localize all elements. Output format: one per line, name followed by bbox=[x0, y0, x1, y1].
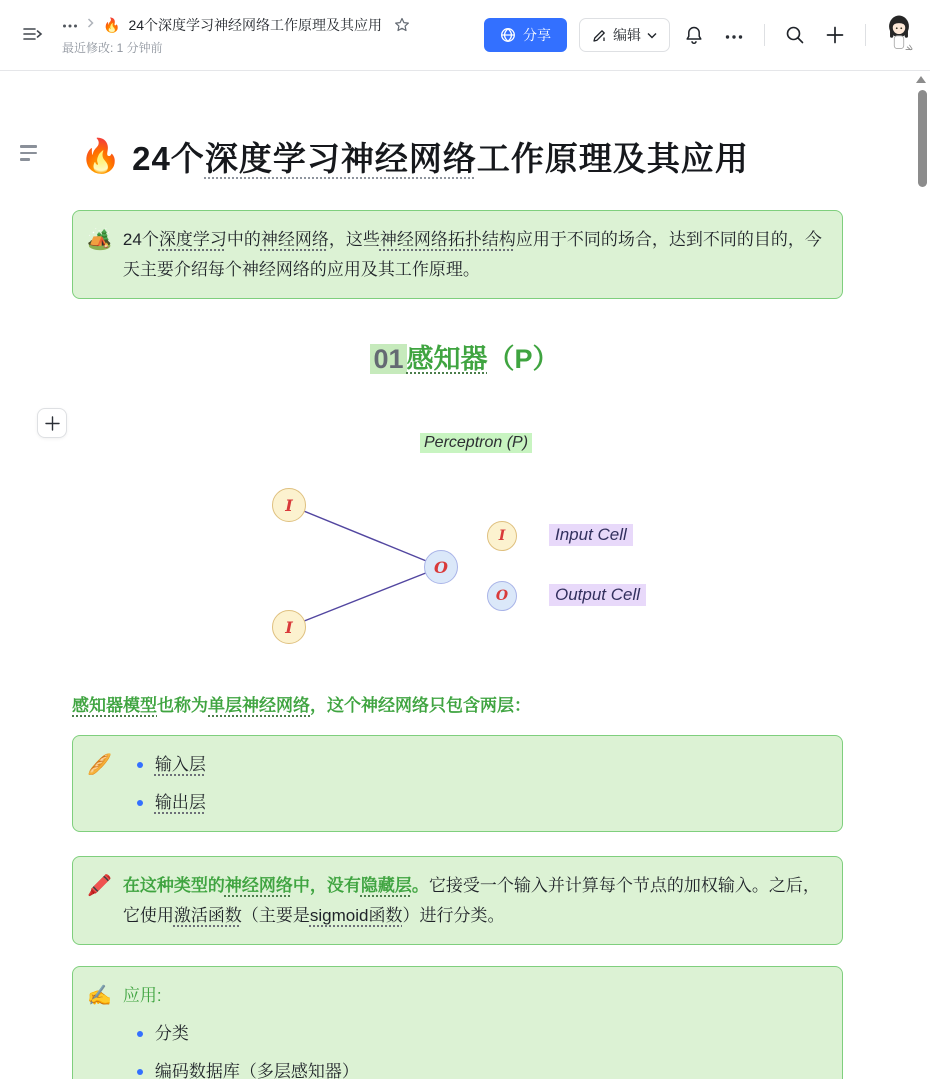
toolbar-divider bbox=[764, 24, 765, 46]
outline-toggle-icon[interactable] bbox=[20, 145, 37, 165]
share-button[interactable] bbox=[484, 18, 567, 52]
section-name: 感知器 bbox=[406, 344, 488, 374]
search-icon bbox=[785, 25, 805, 45]
callout-intro-text: 24个深度学习中的神经网络，这些神经网络拓扑结构应用于不同的场合，达到不同的目的，今天主要介绍每个神经网络的应用及其工作原理。 bbox=[122, 230, 822, 279]
breadcrumb-ellipsis[interactable] bbox=[62, 16, 78, 34]
crayon-emoji: 🖍️ bbox=[87, 875, 112, 897]
share-label: 分享 bbox=[523, 27, 551, 43]
avatar-girl-icon bbox=[882, 11, 916, 60]
legend-output-node: O bbox=[487, 581, 517, 611]
section-heading-01 bbox=[0, 337, 930, 376]
create-new-button[interactable] bbox=[819, 19, 851, 51]
baguette-emoji: 🥖 bbox=[87, 754, 112, 776]
output-node: O bbox=[424, 550, 458, 584]
breadcrumb bbox=[62, 14, 410, 36]
top-toolbar bbox=[0, 0, 930, 71]
list-item: 分类 bbox=[123, 1019, 826, 1049]
star-icon[interactable] bbox=[394, 17, 410, 33]
breadcrumb-chevron-icon bbox=[86, 16, 95, 34]
page-title bbox=[80, 133, 850, 180]
lead-paragraph: 感知器模型也称为单层神经网络，这个神经网络只包含两层： bbox=[72, 696, 531, 715]
input-node-1: I bbox=[272, 488, 306, 522]
callout-intro bbox=[72, 210, 843, 299]
callout-no-hidden-layer-text: 在这种类型的神经网络中，没有隐藏层。它接受一个输入并计算每个节点的加权输入。之后，它使用激活函数（主要是sigmoid函数）进行分类。 bbox=[122, 876, 820, 925]
list-item: 输出层 bbox=[123, 788, 826, 818]
legend-output-label: Output Cell bbox=[549, 584, 646, 606]
fire-emoji: 🔥 bbox=[80, 137, 123, 174]
sidebar-toggle-button[interactable] bbox=[18, 20, 48, 50]
document-canvas bbox=[0, 71, 930, 1079]
pencil-icon bbox=[592, 28, 607, 43]
doc-meta bbox=[62, 14, 410, 56]
chevron-down-icon bbox=[647, 32, 657, 39]
section-paren: （P） bbox=[487, 344, 560, 374]
notifications-button[interactable] bbox=[678, 19, 710, 51]
input-node-2: I bbox=[272, 610, 306, 644]
bullet-dot bbox=[137, 762, 143, 768]
scrollbar-thumb[interactable] bbox=[918, 90, 927, 187]
plus-icon bbox=[826, 26, 844, 44]
bullet-dot bbox=[137, 1069, 143, 1075]
list-item: 编码数据库（多层感知器） bbox=[123, 1057, 826, 1079]
bullet-dot bbox=[137, 1031, 143, 1037]
doc-fire-emoji: 🔥 bbox=[103, 16, 121, 33]
globe-icon bbox=[500, 27, 516, 43]
callout-layers bbox=[72, 735, 843, 832]
applications-block bbox=[123, 981, 826, 1079]
breadcrumb-doc-title[interactable]: 24个深度学习神经网络工作原理及其应用 bbox=[128, 17, 383, 33]
page-title-text: 24个深度学习神经网络工作原理及其应用 bbox=[132, 140, 749, 177]
bullet-dot bbox=[137, 800, 143, 806]
applications-title: 应用: bbox=[122, 986, 162, 1005]
section-number: 01 bbox=[370, 344, 406, 374]
camping-emoji: 🏕️ bbox=[87, 229, 112, 251]
toolbar-actions bbox=[484, 0, 918, 70]
more-menu-button[interactable] bbox=[718, 19, 750, 51]
callout-applications bbox=[72, 966, 843, 1079]
avatar[interactable] bbox=[880, 12, 918, 58]
bell-icon bbox=[684, 25, 704, 46]
diagram-title: Perceptron (P) bbox=[420, 433, 532, 453]
edit-button[interactable] bbox=[579, 18, 670, 52]
last-modified: 最近修改: 1 分钟前 bbox=[62, 41, 163, 55]
search-button[interactable] bbox=[779, 19, 811, 51]
legend-input-label: Input Cell bbox=[549, 524, 633, 546]
sidebar-toggle-icon bbox=[23, 26, 43, 45]
legend-input-node: I bbox=[487, 521, 517, 551]
layers-list bbox=[123, 750, 826, 818]
writing-hand-emoji: ✍️ bbox=[87, 985, 112, 1007]
list-item: 输入层 bbox=[123, 750, 826, 780]
toolbar-divider bbox=[865, 24, 866, 46]
perceptron-diagram[interactable] bbox=[0, 427, 930, 667]
callout-no-hidden-layer bbox=[72, 856, 843, 945]
more-icon bbox=[725, 28, 743, 43]
connection-lines bbox=[0, 427, 930, 667]
edit-label: 编辑 bbox=[613, 27, 641, 43]
scrollbar-up-arrow[interactable] bbox=[916, 76, 926, 83]
